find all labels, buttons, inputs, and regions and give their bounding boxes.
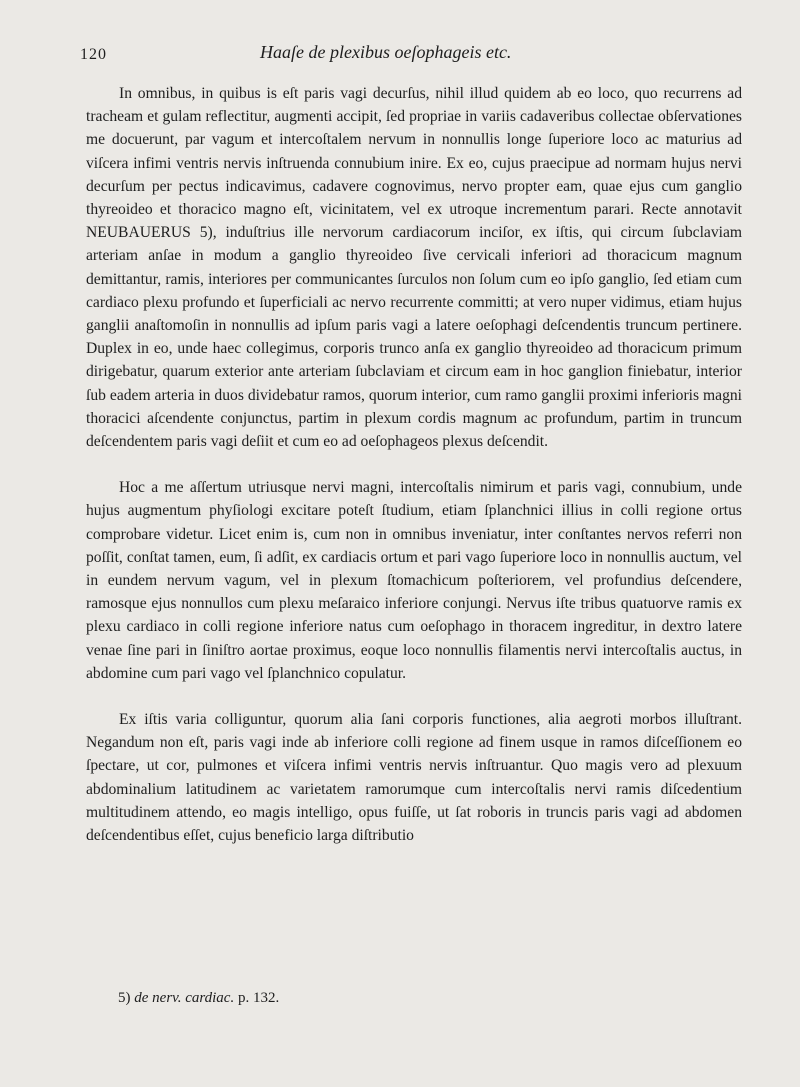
footnote	[118, 990, 279, 1007]
page-header	[80, 42, 740, 72]
page-number: 120	[80, 46, 107, 63]
paragraph-1: In omnibus, in quibus is eſt paris vagi decurſus, nihil illud quidem ab eo loco, quo recurrens ad tracheam et gulam reflectitur, augmenti accipit, ſed propriae in variis cadaveribus collectae obſervationes me docuerunt, par vagum et intercoſtalem nervum in nonnullis longe ſuperiore loco ac maturius ad viſcera infimi ventris nervis inſtruenda connubium inire. Ex eo, cujus praecipue ad normam hujus nervi decurſum per pectus indicavimus, cadavere cognovimus, nervo propter eam, quae ejus cum ganglio thyreoideo et thoracico magno eſt, vicinitatem, vel ex utroque incrementum parari. Recte annotavit NEUBAUERUS 5), induſtrius ille nervorum cardiacorum inciſor, ex iſtis, qui circum ſubclaviam arteriam anſae in modum a ganglio thyreoideo ſive cervicali inferiori ad thoracicum magnum demittantur, ramis, interiores per communicantes ſurculos non ſolum cum eo ipſo ganglio, ſed etiam cum cardiaco plexu profundo et ſuperficiali ac nervo recurrente committi; at vero nuper vidimus, etiam hujus ganglii anaſtomoſin in nonnullis ad ipſum paris vagi a latere oeſophagi deſcendentis truncum pertinere. Duplex in eo, unde haec collegimus, corporis trunco anſa ex ganglio thyreoideo ad thoracicum primum dirigebatur, quarum exterior ante arteriam ſubclaviam et circum eam in hoc ganglion finiebatur, interior ſub eadem arteria in duos dividebatur ramos, quorum interior, cum ramo ganglii proximi inferioris magni thoracici aſcendente conjunctus, partim in plexum cordis magnum ac profundum, partim in truncum deſcendentem paris vagi deſiit et cum eo ad oeſophageos plexus deſcendit.	[86, 85, 742, 451]
footnote-page: p. 132.	[237, 990, 280, 1006]
paragraph-2: Hoc a me aſſertum utriusque nervi magni, intercoſtalis nimirum et paris vagi, connubium, unde hujus augmentum phyſiologi excitare poteſt ſtudium, etiam ſplanchnici illius in colli regione ortus comprobare videtur. Licet enim is, cum non in omnibus inveniatur, inter conſtantes nervos referri non poſſit, conſtat tamen, eum, ſi adſit, ex cardiacis ortum et pari vago ſuperiore loco in nonnullis auctum, vel in eundem nervum vagum, vel in plexum ſtomachicum poſteriorem, vel profundius deſcendere, ramosque ejus nonnullos cum plexu meſaraico inferiore conjungi. Nervus iſte tribus quatuorve ramis ex plexu cardiaco in colli regione inferiore natus cum oeſophago in thoracem ingreditur, in dextro latere venae ſine pari in ſiniſtro aortae proximus, eoque loco nonnullis filamentis nervi intercoſtalis auctus, in abdomine cum pari vago vel ſplanchnico copulatur.	[86, 479, 742, 682]
footnote-number: 5)	[118, 990, 131, 1006]
running-title: Haaſe de plexibus oeſophageis etc.	[260, 42, 512, 62]
footnote-reference: de nerv. cardiac.	[134, 990, 235, 1006]
paragraph-3: Ex iſtis varia colliguntur, quorum alia ſani corporis functiones, alia aegroti morbos illuſtrant. Negandum non eſt, paris vagi inde ab inferiore colli regione ad finem usque in ramos diſceſſionem eo ſpectare, ut cor, pulmones et viſcera infimi ventris nervis inſtruantur. Quo magis vero ad plexuum abdominalium latitudinem ac varietatem ramorumque cum intercoſtalis nervi ramis diſcedentium multitudinem attendo, eo magis intelligo, opus fuiſſe, ut ſat roboris in truncis paris vagi ad abdomen deſcendentibus eſſet, cujus beneficio larga diſtributio	[86, 711, 742, 845]
body-text	[86, 82, 742, 847]
